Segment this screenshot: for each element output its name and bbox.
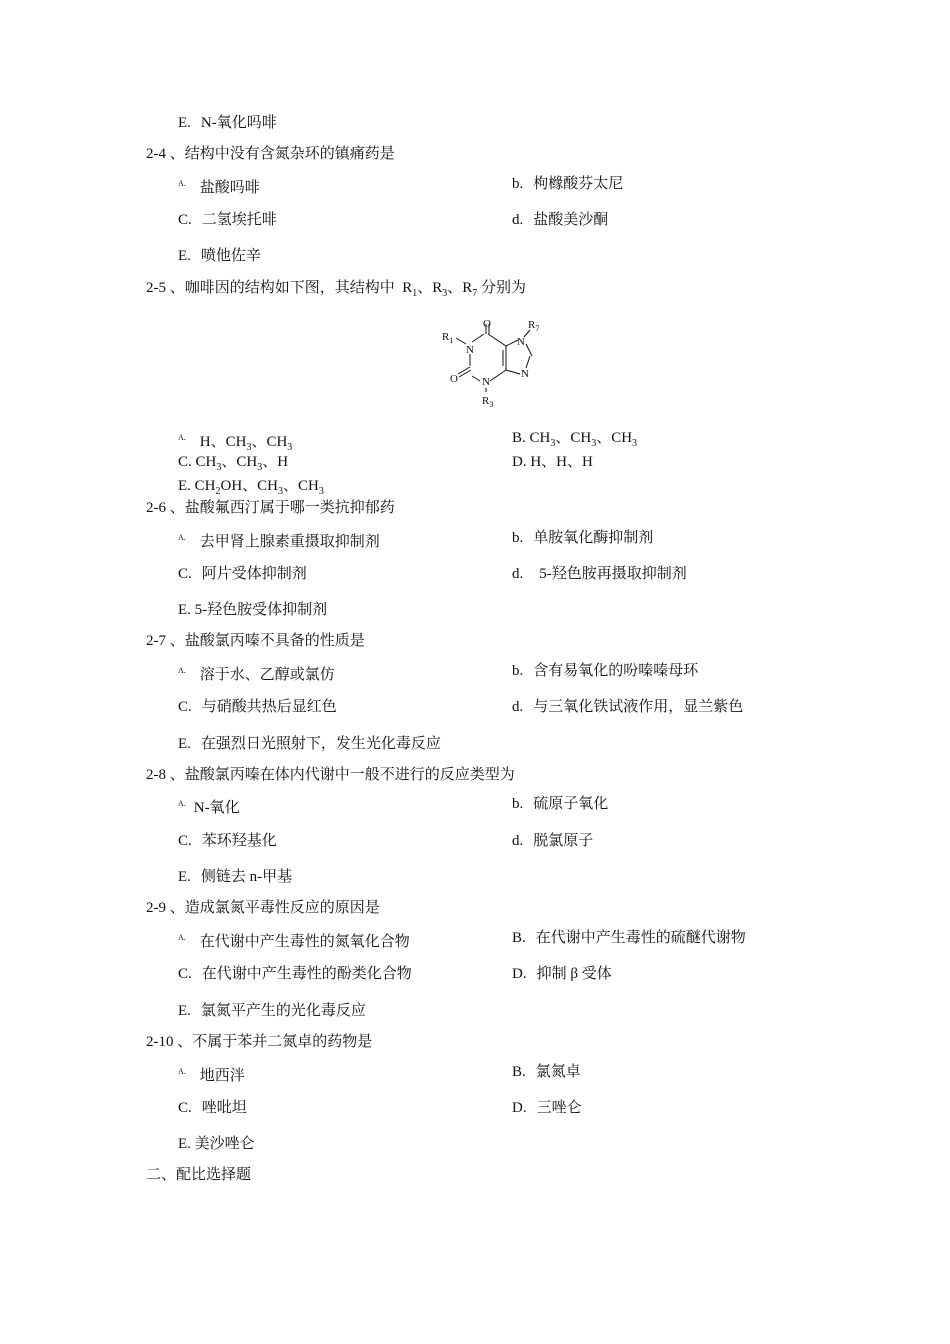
oxygen-label: O [483, 318, 491, 330]
stem-prefix: 2-5 、咖啡因的结构如下图，其结构中 [146, 280, 395, 296]
option-c [178, 1098, 247, 1118]
option-e [178, 1001, 366, 1021]
option-a [178, 528, 380, 552]
option-text: 氯氮卓 [535, 1064, 581, 1080]
option-text: 阿片受体抑制剂 [201, 566, 307, 582]
option-marker: D. [512, 966, 527, 982]
option-text: 5-羟色胺再摄取抑制剂 [539, 566, 687, 582]
option-text: 在代谢中产生毒性的氮氧化合物 [199, 934, 410, 950]
option-d [512, 210, 608, 230]
option-d [512, 964, 612, 984]
stem-suffix: 分别为 [481, 280, 527, 296]
option-a [178, 928, 410, 952]
option-marker: C. [178, 1100, 192, 1116]
option-c [178, 210, 277, 230]
option-text: 含有易氧化的吩嗪嗪母环 [533, 663, 699, 679]
option-marker: A. [178, 179, 186, 188]
option-c [178, 564, 307, 584]
option-text: 二氢埃托啡 [201, 212, 277, 228]
question-2-9-stem: 2-9 、造成氯氮平毒性反应的原因是 [146, 900, 380, 916]
option-marker: C. [178, 699, 192, 715]
option-marker: B. [512, 930, 526, 946]
question-2-7-stem: 2-7 、盐酸氯丙嗪不具备的性质是 [146, 633, 365, 649]
option-e [178, 734, 441, 754]
caffeine-structure [420, 312, 560, 412]
option-text: 盐酸吗啡 [199, 180, 260, 196]
option-b [512, 928, 746, 948]
option-marker: C. [178, 833, 192, 849]
option-text: $CH_2OH$、$CH_3$、$CH_3$ [194, 478, 324, 497]
option-text: $CH_3$、$CH_3$、$CH_3$ [529, 430, 638, 449]
question-2-10-stem: 2-10 、不属于苯并二氮卓的药物是 [146, 1034, 373, 1050]
option-marker: b. [512, 530, 524, 546]
nitrogen-label: N [482, 376, 490, 388]
question-2-4-stem: 2-4 、结构中没有含氮杂环的镇痛药是 [146, 146, 395, 162]
question-2-8-stem: 2-8 、盐酸氯丙嗪在体内代谢中一般不进行的反应类型为 [146, 767, 515, 783]
option-text: 氯氮平产生的光化毒反应 [200, 1003, 366, 1019]
oxygen-label: O [450, 373, 458, 385]
option-d [512, 831, 593, 851]
question-2-6-stem: 2-6 、盐酸氟西汀属于哪一类抗抑郁药 [146, 500, 395, 516]
option-marker: A. [178, 1067, 186, 1076]
option-c [178, 452, 288, 472]
option-marker: C. [178, 454, 192, 470]
nitrogen-label: N [466, 344, 474, 356]
option-marker: A. [178, 666, 186, 675]
option-b [512, 428, 637, 448]
r3-label: $R_3$ [482, 395, 494, 409]
option-marker: B. [512, 430, 526, 446]
option-text: 在代谢中产生毒性的硫醚代谢物 [535, 930, 746, 946]
option-a [178, 428, 292, 452]
option-marker: b. [512, 796, 524, 812]
option-text: H、$CH_3$、$CH_3$ [199, 434, 293, 453]
nitrogen-label: N [521, 368, 529, 380]
option-b [512, 794, 608, 814]
option-marker: D. [512, 1100, 527, 1116]
option-b [512, 174, 623, 194]
section-title: 二、配比选择题 [146, 1167, 252, 1183]
option-text: 苯环羟基化 [201, 833, 277, 849]
option-marker: C. [178, 566, 192, 582]
option-e [178, 867, 292, 887]
option-a [178, 661, 335, 685]
option-text: 唑吡坦 [201, 1100, 247, 1116]
option-text: 与三氧化铁试液作用，显兰紫色 [533, 699, 744, 715]
option-marker: B. [512, 1064, 526, 1080]
option-marker: E. [178, 1003, 191, 1019]
option-text: 硫原子氧化 [533, 796, 609, 812]
r1-label: $R_1$ [442, 331, 454, 345]
option-marker: C. [178, 212, 192, 228]
option-a [178, 174, 260, 198]
option-text: 盐酸美沙酮 [533, 212, 609, 228]
option-c [178, 697, 337, 717]
r7-label: $R_7$ [528, 319, 540, 333]
option-text: N-氧化吗啡 [200, 115, 277, 131]
option-text: H、H、H [530, 454, 593, 470]
option-text: $CH_3$、$CH_3$、H [195, 454, 289, 473]
option-marker: d. [512, 566, 524, 582]
option-text: 单胺氧化酶抑制剂 [533, 530, 654, 546]
option-b [512, 1062, 581, 1082]
option-marker: E. [178, 248, 191, 264]
option-marker: d. [512, 699, 524, 715]
nitrogen-label: N [517, 336, 525, 348]
option-text: 美沙唑仑 [194, 1136, 255, 1152]
option-marker: A. [178, 533, 186, 542]
option-d [512, 452, 593, 472]
option-marker: E. [178, 1136, 191, 1152]
option-text: 地西泮 [199, 1068, 245, 1084]
option-marker: E. [178, 478, 191, 494]
option-e [178, 113, 277, 133]
option-text: 抑制 β 受体 [536, 966, 612, 982]
option-e [178, 476, 324, 496]
option-marker: E. [178, 602, 191, 618]
option-marker: b. [512, 663, 524, 679]
option-c [178, 964, 412, 984]
option-b [512, 528, 653, 548]
option-marker: E. [178, 115, 191, 131]
option-d [512, 1098, 582, 1118]
option-marker: E. [178, 869, 191, 885]
option-e [178, 600, 327, 620]
option-text: 与硝酸共热后显红色 [201, 699, 337, 715]
option-e [178, 1134, 255, 1154]
option-marker: A. [178, 933, 186, 942]
option-marker: b. [512, 176, 524, 192]
option-marker: A. [178, 433, 186, 442]
option-c [178, 831, 277, 851]
option-b [512, 661, 698, 681]
option-e [178, 246, 261, 266]
option-text: 5-羟色胺受体抑制剂 [194, 602, 328, 618]
option-marker: E. [178, 736, 191, 752]
option-marker: C. [178, 966, 192, 982]
option-marker: d. [512, 212, 524, 228]
option-text: 喷他佐辛 [200, 248, 261, 264]
option-a [178, 794, 240, 818]
option-text: 去甲肾上腺素重摄取抑制剂 [199, 534, 380, 550]
option-text: 脱氯原子 [533, 833, 594, 849]
option-a [178, 1062, 245, 1086]
option-text: 三唑仑 [536, 1100, 582, 1116]
option-marker: d. [512, 833, 524, 849]
question-2-5-stem: 2-5 、咖啡因的结构如下图，其结构中 $R_1$、$R_3$、$R_7$ 分别为 [146, 280, 527, 299]
option-text: N-氧化 [193, 800, 240, 816]
option-d [512, 697, 743, 717]
option-text: 在代谢中产生毒性的酚类化合物 [201, 966, 412, 982]
option-text: 在强烈日光照射下，发生光化毒反应 [200, 736, 441, 752]
option-text: 枸橼酸芬太尼 [533, 176, 624, 192]
option-d [512, 564, 687, 584]
option-marker: A. [178, 799, 186, 808]
option-text: 溶于水、乙醇或氯仿 [199, 667, 335, 683]
option-text: 侧链去 n-甲基 [200, 869, 293, 885]
option-marker: D. [512, 454, 527, 470]
